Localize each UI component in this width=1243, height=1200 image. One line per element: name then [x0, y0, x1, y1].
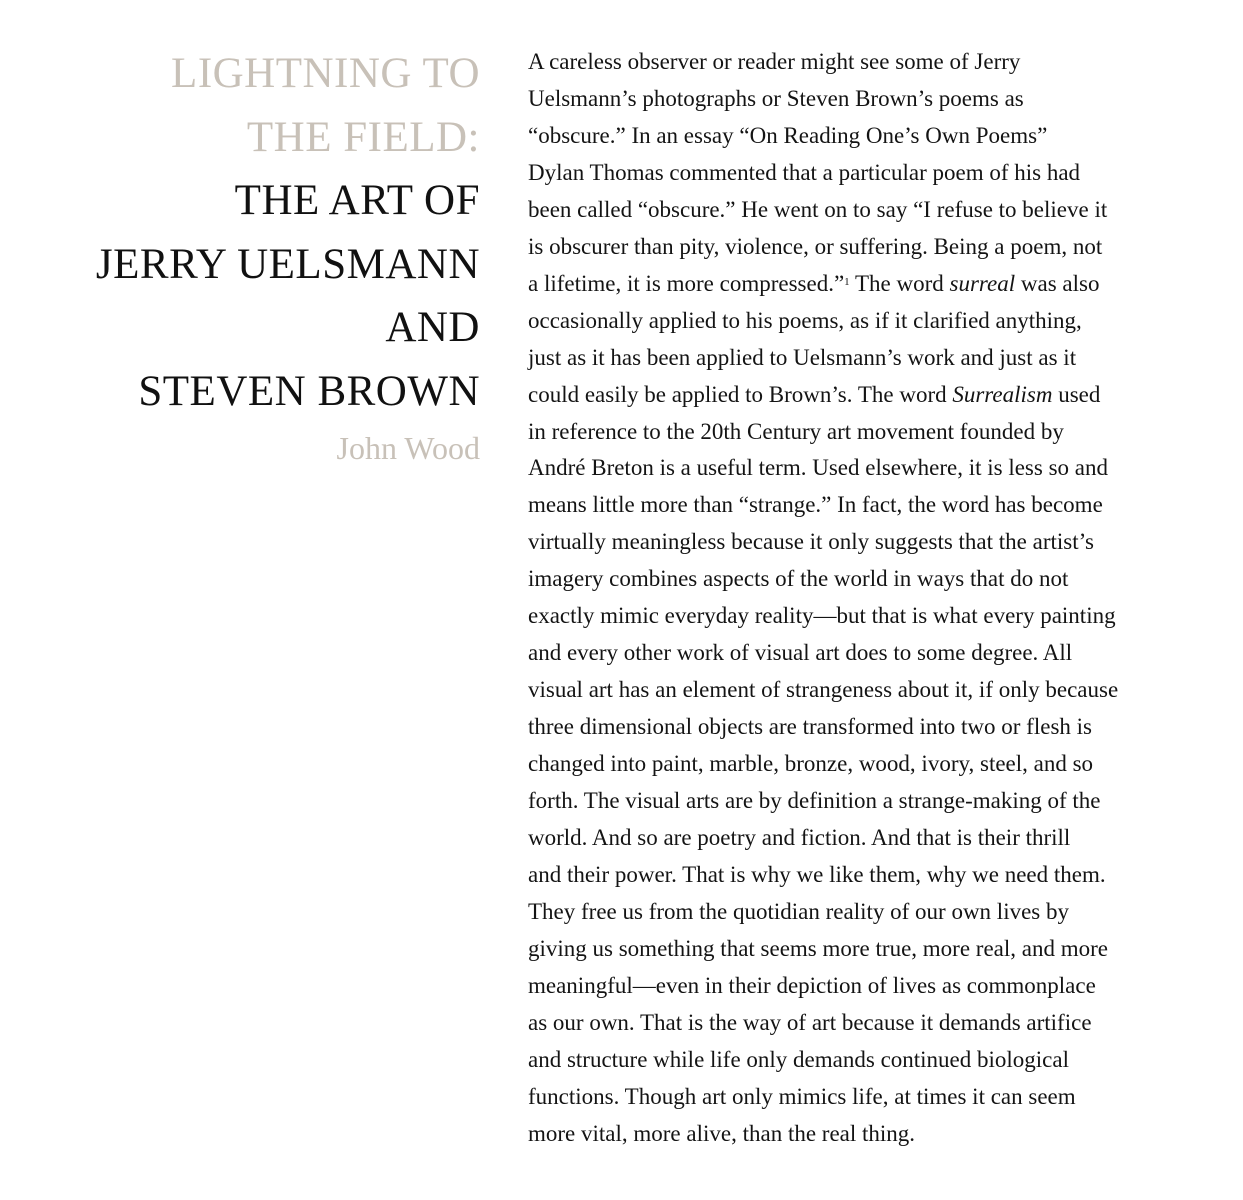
- body-line: virtually meaningless because it only suggests that the artist’s: [528, 529, 1094, 555]
- author-name: John Wood: [336, 430, 480, 466]
- body-line: forth. The visual arts are by definition a strange-making of the: [528, 788, 1101, 814]
- body-line: Dylan Thomas commented that a particular poem of his had: [528, 159, 1081, 185]
- body-line-text: could easily be applied to Brown’s. The word: [528, 381, 947, 407]
- body-line: is obscurer than pity, violence, or suffering. Being a poem, not: [528, 233, 1103, 259]
- body-line: more vital, more alive, than the real thing.: [528, 1120, 916, 1146]
- body-line: A careless observer or reader might see some of Jerry: [528, 49, 1021, 74]
- title-line-6: STEVEN BROWN: [138, 367, 480, 415]
- italic-term: Surrealism: [952, 381, 1053, 407]
- body-line: They free us from the quotidian reality of our own lives by: [528, 898, 1069, 924]
- title-line-1: LIGHTNING TO: [171, 50, 480, 97]
- body-line: been called “obscure.” He went on to say “I refuse to believe it: [528, 196, 1108, 222]
- body-line: “obscure.” In an essay “On Reading One’s Own Poems”: [528, 122, 1048, 148]
- body-line: exactly mimic everyday reality—but that is what every painting: [528, 603, 1116, 629]
- body-line-text: was also: [1015, 270, 1100, 296]
- body-line: giving us something that seems more true, more real, and more: [528, 935, 1108, 961]
- body-line: and structure while life only demands continued biological: [528, 1046, 1069, 1072]
- footnote-reference[interactable]: 1: [844, 275, 850, 288]
- body-line-text: a lifetime, it is more compressed.”: [528, 270, 845, 296]
- body-line: changed into paint, marble, bronze, wood, ivory, steel, and so: [528, 751, 1094, 777]
- italic-term: surreal: [949, 270, 1016, 296]
- body-line: occasionally applied to his poems, as if it clarified anything,: [528, 307, 1082, 333]
- body-line: and their power. That is why we like them, why we need them.: [528, 861, 1106, 887]
- body-line: world. And so are poetry and fiction. And that is their thrill: [528, 825, 1071, 851]
- body-line: as our own. That is the way of art because it demands artifice: [528, 1009, 1092, 1035]
- title-line-2: THE FIELD:: [246, 113, 480, 161]
- body-line-with-italic: [528, 377, 1200, 414]
- body-line: in reference to the 20th Century art movement founded by: [528, 418, 1064, 444]
- body-line: and every other work of visual art does to some degree. All: [528, 640, 1073, 666]
- title-line-5: AND: [385, 304, 480, 351]
- title-block: [10, 42, 480, 473]
- body-line: imagery combines aspects of the world in ways that do not: [528, 566, 1069, 592]
- body-line: Uelsmann’s photographs or Steven Brown’s poems as: [528, 85, 1024, 111]
- body-line: visual art has an element of strangeness about it, if only because: [528, 677, 1119, 703]
- body-line: functions. Though art only mimics life, at times it can seem: [528, 1083, 1076, 1109]
- body-line-text: The word: [849, 270, 950, 296]
- body-line-with-footnote: [528, 266, 1200, 303]
- title-line-4: JERRY UELSMANN: [95, 240, 480, 288]
- body-line: just as it has been applied to Uelsmann’s work and just as it: [528, 344, 1077, 370]
- body-line-text: used: [1052, 381, 1101, 407]
- body-line: three dimensional objects are transformed into two or flesh is: [528, 714, 1092, 740]
- body-line: André Breton is a useful term. Used elsewhere, it is less so and: [528, 455, 1108, 481]
- title-line-3: THE ART OF: [234, 177, 480, 224]
- body-line: meaningful—even in their depiction of lives as commonplace: [528, 972, 1096, 998]
- essay-body: [528, 44, 1200, 1153]
- body-line: means little more than “strange.” In fact, the word has become: [528, 492, 1103, 518]
